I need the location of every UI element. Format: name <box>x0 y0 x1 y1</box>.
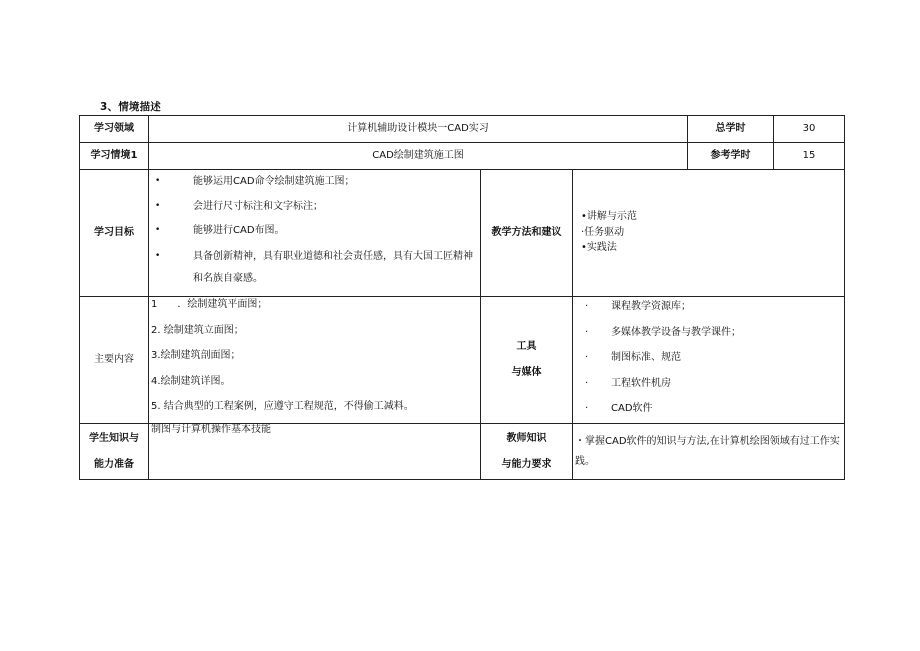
teacher-req-text: ・掌握CAD软件的知识与方法,在计算机绘图领域有过工作实践。 <box>575 435 840 467</box>
reference-hours-label: 参考学时 <box>688 143 774 170</box>
tool-text: 工程软件机房 <box>611 377 671 389</box>
student-prep-value <box>149 424 481 480</box>
student-prep-label-line-2: 能力准备 <box>94 458 134 470</box>
list-item: 4.绘制建筑详图。 <box>151 375 231 387</box>
list-item <box>585 352 840 365</box>
list-item <box>153 246 474 290</box>
total-hours-value: 30 <box>774 116 845 143</box>
teacher-req-label <box>481 424 573 480</box>
tools-cell <box>573 297 845 424</box>
tool-text: 多媒体教学设备与教学课件； <box>611 326 741 338</box>
bullet: · <box>585 326 589 338</box>
table-row-situation <box>80 143 845 170</box>
list-item: 2. 绘制建筑立面图； <box>151 324 244 336</box>
goals-list <box>149 170 480 292</box>
list-item: 3.绘制建筑剖面图； <box>151 350 241 361</box>
field-value: 计算机辅助设计模块一CAD实习 <box>149 116 688 143</box>
list-item <box>585 378 840 391</box>
student-prep-label <box>80 424 149 480</box>
tools-label-line-1: 工具 <box>516 341 537 352</box>
tool-text: 制图标准、规范 <box>611 352 681 363</box>
goals-cell <box>149 170 481 297</box>
content-label: 主要内容 <box>80 297 149 424</box>
student-prep-text: 制图与计算机操作基本技能 <box>151 424 271 435</box>
list-item: 5. 结合典型的工程案例，应遵守工程规范，不得偷工减料。 <box>151 401 414 412</box>
bullet: · <box>585 403 589 414</box>
bullet: • <box>155 250 161 261</box>
tool-text: CAD软件 <box>611 403 653 414</box>
teacher-req-label-line-1: 教师知识 <box>506 432 547 444</box>
total-hours-label: 总学时 <box>688 116 774 143</box>
table-row-preparation <box>80 424 845 480</box>
content-list <box>149 297 480 414</box>
situation-label: 学习情境1 <box>80 143 149 170</box>
bullet: • <box>155 176 161 186</box>
table-row-field <box>80 116 845 143</box>
table-row-goals <box>80 170 845 297</box>
tool-text: 课程教学资源库； <box>611 301 691 312</box>
goal-text: 会进行尺寸标注和文字标注； <box>193 200 323 212</box>
reference-hours-value: 15 <box>774 143 845 170</box>
student-prep-label-line-1: 学生知识与 <box>89 432 139 444</box>
teaching-method-cell <box>573 170 845 297</box>
field-label: 学习领域 <box>80 116 149 143</box>
list-item <box>153 201 474 214</box>
list-item: •讲解与示范 <box>581 211 637 223</box>
list-item: ·任务驱动 <box>581 226 625 238</box>
bullet: · <box>585 377 589 389</box>
goal-text: 能够进行CAD布图。 <box>193 225 285 236</box>
goals-label: 学习目标 <box>80 170 149 297</box>
tools-label <box>481 297 573 424</box>
teacher-req-value <box>573 424 845 480</box>
teaching-method-label: 教学方法和建议 <box>481 170 573 297</box>
section-heading: 3、情境描述 <box>100 101 162 113</box>
tools-label-line-2: 与媒体 <box>511 367 542 378</box>
list-item: 1 ．绘制建筑平面图； <box>151 299 268 310</box>
table-row-content <box>80 297 845 424</box>
goal-text: 能够运用CAD命令绘制建筑施工图； <box>193 176 355 187</box>
situation-table <box>79 115 845 480</box>
bullet: • <box>155 200 161 211</box>
bullet: · <box>585 352 589 363</box>
list-item <box>153 225 474 238</box>
goal-text: 具备创新精神，具有职业道德和社会责任感，具有大国工匠精神和名族自豪感。 <box>193 250 473 284</box>
list-item <box>585 403 840 416</box>
list-item <box>585 327 840 340</box>
teacher-req-label-line-2: 与能力要求 <box>501 458 552 470</box>
tools-list <box>573 297 844 416</box>
situation-value: CAD绘制建筑施工图 <box>149 143 688 170</box>
content-cell <box>149 297 481 424</box>
bullet: · <box>585 301 589 312</box>
list-item: •实践法 <box>581 242 617 254</box>
teaching-method-list <box>573 211 844 255</box>
list-item <box>153 176 474 189</box>
bullet: • <box>155 225 161 235</box>
list-item <box>585 301 840 314</box>
